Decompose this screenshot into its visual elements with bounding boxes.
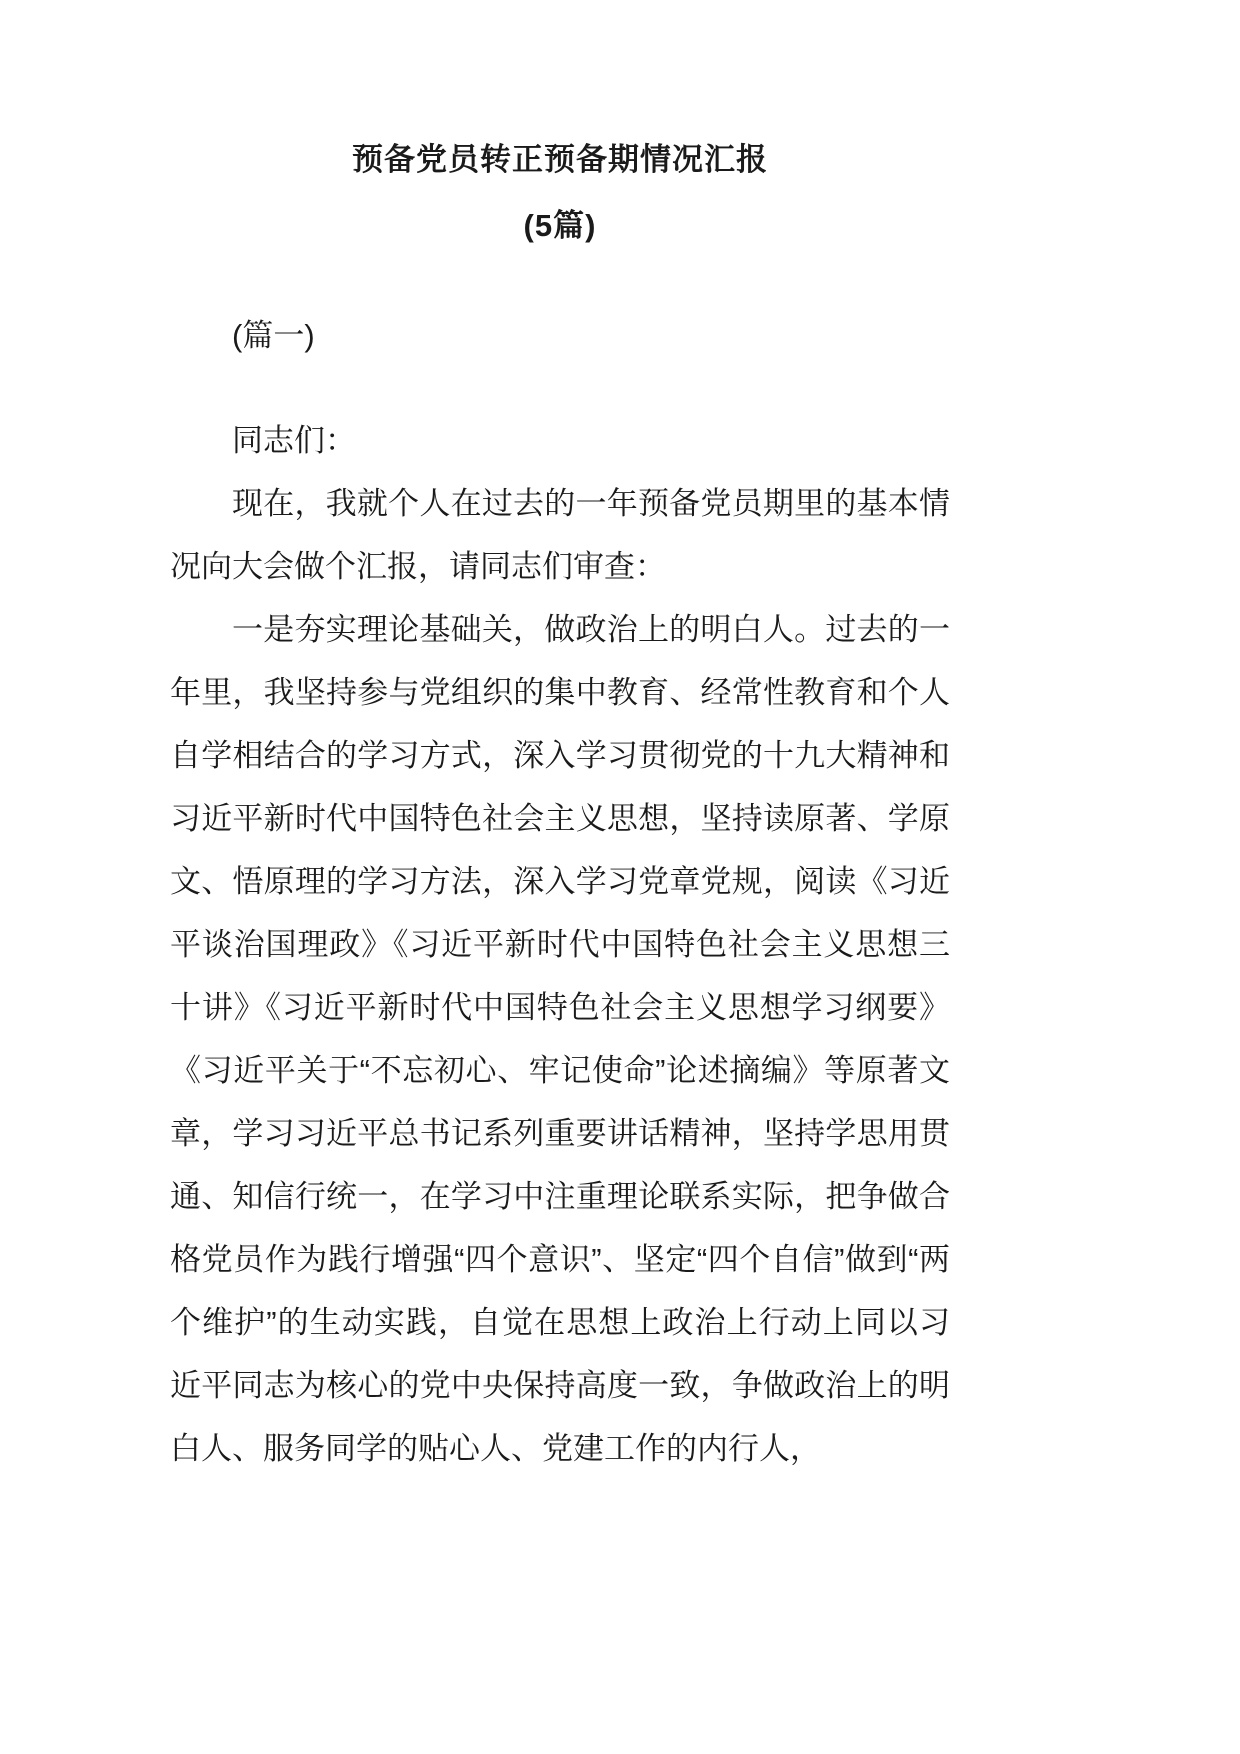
document-subtitle: (5篇) (523, 208, 597, 243)
document-title: 预备党员转正预备期情况汇报 (352, 142, 768, 177)
document-content (170, 140, 950, 1480)
document-body (170, 304, 950, 1480)
salutation: 同志们： (232, 423, 356, 458)
section-label: (篇一) (232, 318, 315, 353)
paragraph-intro: 现在，我就个人在过去的一年预备党员期里的基本情况向大会做个汇报，请同志们审查： (170, 486, 950, 584)
paragraph-body: 一是夯实理论基础关，做政治上的明白人。过去的一年里，我坚持参与党组织的集中教育、经常性教育和个人自学相结合的学习方式，深入学习贯彻党的十九大精神和习近平新时代中国特色社会主义思想，坚持读原著、学原文、悟原理的学习方法，深入学习党章党规，阅读《习近平谈治国理政》《习近平新时代中国特色社会主义思想三十讲》《习近平新时代中国特色社会主义思想学习纲要》《习近平关于“不忘初心、牢记使命”论述摘编》等原著文章，学习习近平总书记系列重要讲话精神，坚持学思用贯通、知信行统一，在学习中注重理论联系实际，把争做合格党员作为践行增强“四个意识”、坚定“四个自信”做到“两个维护”的生动实践，自觉在思想上政治上行动上同以习近平同志为核心的党中央保持高度一致，争做政治上的明白人、服务同学的贴心人、党建工作的内行人， (170, 612, 950, 1466)
